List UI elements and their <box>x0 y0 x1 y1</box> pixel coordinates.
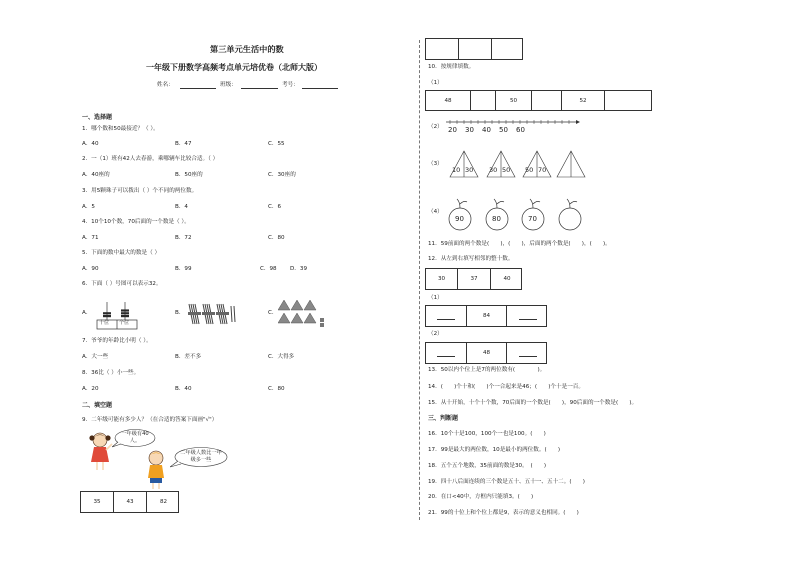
q12-example-cell: 30 <box>426 269 458 289</box>
q19-text: 19．四十八后面连续的三个数是五十、五十一、五十二。( ) <box>428 479 585 485</box>
q12-example-cell: 40 <box>503 276 511 282</box>
q10-seq-cell[interactable] <box>532 91 562 110</box>
q5-option-b[interactable]: B．99 <box>175 266 192 272</box>
q9-continued-cell[interactable] <box>426 39 459 59</box>
q10-seq-cell: 48 <box>426 91 471 110</box>
q2-option-a[interactable]: A．40座的 <box>82 172 110 178</box>
number-line-tick: 50 <box>499 126 508 134</box>
q10-seq-cell[interactable] <box>605 91 653 110</box>
triangle-2-right: 50 <box>502 166 511 174</box>
q2-option-c[interactable]: C．30座的 <box>268 172 296 178</box>
q12-stem: 12．从左到右填写相邻的整十数。 <box>428 256 514 262</box>
q6-option-a[interactable]: A． <box>82 310 92 316</box>
q17-text: 17．99是最大的两位数，10是最小的两位数。( ) <box>428 447 560 453</box>
q3-option-a[interactable]: A．5 <box>82 204 95 210</box>
abacus-tens-label: 十位 <box>99 320 110 326</box>
triangle-3-left: 50 <box>525 166 534 174</box>
q1-option-b[interactable]: B．47 <box>175 141 192 147</box>
exam-number-field[interactable] <box>302 88 338 89</box>
triangle-1-left: 10 <box>452 166 461 174</box>
q10-part-1-label: （1） <box>428 80 443 86</box>
page-title: 第三单元生活中的数 <box>210 44 284 54</box>
section-judge: 三、判断题 <box>428 415 459 422</box>
q4-option-a[interactable]: A．71 <box>82 235 99 241</box>
q4-option-c[interactable]: C．80 <box>268 235 285 241</box>
q8-option-a[interactable]: A．20 <box>82 386 99 392</box>
apple-1-value: 90 <box>455 215 464 223</box>
apple-3-value: 70 <box>528 215 537 223</box>
q12-example-table <box>425 268 522 290</box>
q7-stem: 7．爷爷的年龄比小明（ ）。 <box>82 338 152 344</box>
q9-option-2[interactable]: 43 <box>114 492 147 512</box>
q10-part-2-label: （2） <box>428 124 443 130</box>
q9-continued-cell[interactable] <box>492 39 524 59</box>
q1-stem: 1．哪个数和50最接近？（ ）。 <box>82 126 159 132</box>
q9-continued-table <box>425 38 523 60</box>
q12-example-cell: 37 <box>458 269 491 289</box>
q21-text: 21．99的十位上和个位上都是9，表示的意义也相同。( ) <box>428 510 579 516</box>
q6-option-c[interactable]: C． <box>268 310 278 316</box>
q12-table-1 <box>425 305 547 327</box>
q10-seq-cell: 52 <box>562 91 605 110</box>
q12-2-middle: 48 <box>467 343 507 363</box>
name-field[interactable] <box>180 88 216 89</box>
q10-stem: 10．按规律填数。 <box>428 64 475 70</box>
q10-seq-cell: 50 <box>496 91 532 110</box>
q7-option-c[interactable]: C．大得多 <box>268 354 295 360</box>
apple-2-value: 80 <box>492 215 501 223</box>
q12-1-middle: 84 <box>467 306 507 326</box>
q12-part-2-label: （2） <box>428 331 443 337</box>
q2-option-b[interactable]: B．50座的 <box>175 172 203 178</box>
q14-text: 14．( )个十和( )个一合起来是46；( )个十是一百。 <box>428 384 584 390</box>
q5-option-c[interactable]: C．98 <box>260 266 277 272</box>
q10-seq-cell[interactable] <box>471 91 496 110</box>
q5-stem: 5．下面的数中最大的数是（ ） <box>82 250 161 256</box>
number-line-tick: 60 <box>516 126 525 134</box>
girl-image <box>86 430 114 472</box>
number-line-tick: 20 <box>448 126 457 134</box>
q12-2-right-blank[interactable] <box>507 343 548 363</box>
number-line-tick: 40 <box>482 126 491 134</box>
q3-stem: 3．用5颗珠子可以拨出（ ）个不同的两位数。 <box>82 188 198 194</box>
q8-option-c[interactable]: C．80 <box>268 386 285 392</box>
q9-stem: 9．二年级可能有多少人？（在合适的答案下面画"√"） <box>82 417 218 423</box>
q3-option-c[interactable]: C．6 <box>268 204 282 210</box>
q8-option-b[interactable]: B．40 <box>175 386 192 392</box>
number-apples <box>446 192 586 232</box>
q12-1-right-blank[interactable] <box>507 306 548 326</box>
q15-text: 15．从十开始，十个十个数，70后面的一个数是( )，90后面的一个数是( )。 <box>428 400 638 406</box>
q9-answer-table <box>80 491 179 513</box>
q5-option-a[interactable]: A．90 <box>82 266 99 272</box>
q10-part-3-label: （3） <box>428 161 443 167</box>
q16-text: 16．10个十是100，100个一也是100。( ) <box>428 431 546 437</box>
bubble-1-text: 一年级有40人。 <box>121 431 149 444</box>
bubble-2-text: 二年级人数比一年级多一些 <box>180 450 222 463</box>
q10-sequence-row <box>425 90 652 111</box>
page-subtitle: 一年级下册数学高频考点单元培优卷（北师大版） <box>146 63 322 72</box>
q2-stem: 2．一（1）班有42人去春游，乘哪辆车比较合适。（ ） <box>82 156 219 162</box>
q4-stem: 4．10个10个数，70后面的一个数是（ ）。 <box>82 219 190 225</box>
triangle-3-right: 70 <box>538 166 547 174</box>
fold-line <box>419 40 420 520</box>
triangle-2-left: 30 <box>489 166 498 174</box>
q12-2-left-blank[interactable] <box>426 343 467 363</box>
q9-option-3[interactable]: 82 <box>159 499 168 505</box>
q9-continued-cell[interactable] <box>459 39 492 59</box>
q20-text: 20．在口<40中，方框内只能填3。( ) <box>428 494 534 500</box>
q12-1-left-blank[interactable] <box>426 306 467 326</box>
number-line-tick: 30 <box>465 126 474 134</box>
q10-part-4-label: （4） <box>428 209 443 215</box>
class-field[interactable] <box>241 88 278 89</box>
q7-option-a[interactable]: A．大一些 <box>82 354 109 360</box>
abacus-ones-label: 个位 <box>119 320 130 326</box>
stick-bundles-image <box>186 300 238 328</box>
class-label: 班级： <box>220 82 237 88</box>
boy-image <box>142 448 170 490</box>
q4-option-b[interactable]: B．72 <box>175 235 192 241</box>
triangles-image <box>278 298 330 330</box>
q12-table-2 <box>425 342 547 364</box>
triangle-1-right: 30 <box>465 166 474 174</box>
q1-option-c[interactable]: C．55 <box>268 141 285 147</box>
q6-stem: 6．下面（ ）号图可以表示32。 <box>82 281 162 287</box>
q6-option-b[interactable]: B． <box>175 310 185 316</box>
q18-text: 18．五个五个地数，35前面的数是30。 ( ) <box>428 463 547 469</box>
q12-part-1-label: （1） <box>428 295 443 301</box>
q1-option-a[interactable]: A．40 <box>82 141 99 147</box>
exam-number-label: 考号： <box>282 82 299 88</box>
q5-option-d[interactable]: D．39 <box>290 266 308 272</box>
name-label: 姓名： <box>157 82 174 88</box>
q7-option-b[interactable]: B．差不多 <box>175 354 202 360</box>
q8-stem: 8．36比（ ）小一些。 <box>82 370 140 376</box>
q9-option-1[interactable]: 35 <box>81 492 114 512</box>
q3-option-b[interactable]: B．4 <box>175 204 188 210</box>
q13-text: 13．50以内个位上是7的两位数有( )。 <box>428 367 546 373</box>
section-choice: 一、选择题 <box>82 114 113 121</box>
q11-text: 11．59前面的两个数是( )，( )，后面的两个数是( )，( )。 <box>428 241 611 247</box>
section-fill: 二、填空题 <box>82 402 113 409</box>
